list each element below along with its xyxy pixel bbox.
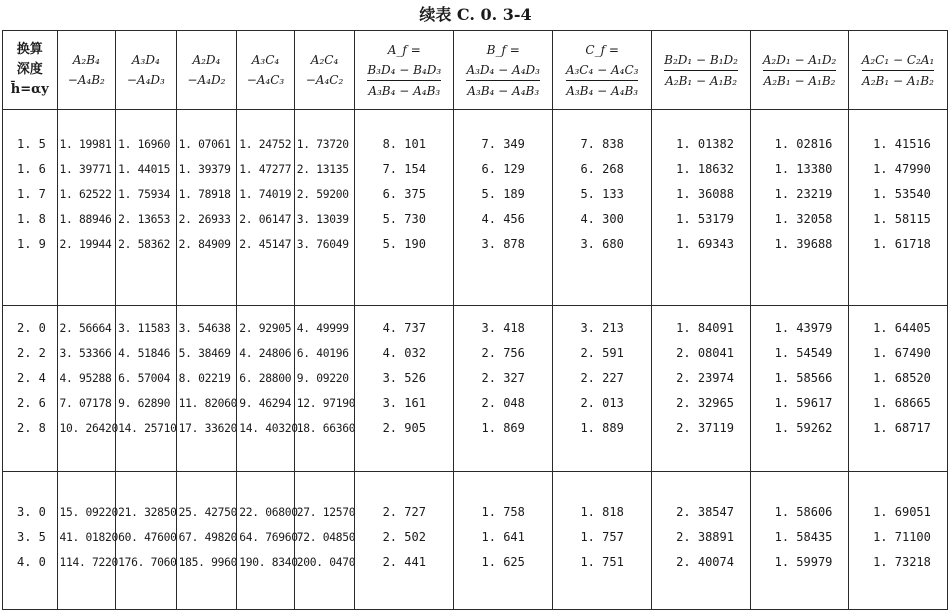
value-list: 27. 12570 72. 04850 200. 0470 [296,506,356,569]
header-depth-line-1: 换算 [16,42,43,57]
header-ratio-c [848,31,947,110]
value-cell [237,110,295,306]
header-a2c4-top: A₂C₄ [310,53,339,67]
header-a2d4-bottom: −A₄D₂ [187,73,226,87]
coefficient-table [2,30,948,610]
value-cell [751,110,849,306]
header-ratio-ad-numerator: A₂D₁ − A₁D₂ [763,50,837,71]
value-list: 1. 64405 1. 67490 1. 68520 1. 68665 1. 68717 [873,321,931,435]
depth-cell [3,472,58,610]
value-cell [652,306,751,472]
value-cell [553,110,652,306]
header-depth-line-2: 深度 [16,62,43,77]
table-body [3,110,948,610]
value-cell [57,306,119,472]
value-list: 21. 32850 60. 47600 176. 7060 [118,506,177,569]
header-ratio-d-numerator: B₂D₁ − B₁D₂ [664,50,738,71]
value-list: 7. 838 6. 268 5. 133 4. 300 3. 680 [580,137,624,251]
table-row-group [3,472,948,610]
value-list: 8. 101 7. 154 6. 375 5. 730 5. 190 [382,137,426,251]
header-bf-numerator: A₃D₄ − A₄D₃ [466,60,540,81]
value-list: 2. 38547 2. 38891 2. 40074 [676,505,734,569]
table-row-group [3,306,948,472]
header-a3c4-bottom: −A₄C₃ [246,73,285,87]
header-af-numerator: B₃D₄ − B₄D₃ [367,60,441,81]
depth-values: 3. 0 3. 5 4. 0 [17,505,46,569]
header-af-denominator: A₃B₄ − A₄B₃ [368,83,441,98]
value-cell [116,472,177,610]
header-ratio-d-denominator: A₂B₁ − A₁B₂ [665,73,738,88]
value-cell [848,306,947,472]
header-bf-lead: B_f = [486,42,520,57]
header-a3c4-top: A₃C₄ [251,53,280,67]
value-cell [553,472,652,610]
value-list: 15. 09220 41. 01820 114. 7220 [59,506,119,569]
value-cell [652,472,751,610]
value-cell [355,306,454,472]
header-cf-numerator: A₃C₄ − A₄C₃ [566,60,639,81]
value-list: 4. 737 4. 032 3. 526 3. 161 2. 905 [382,321,426,435]
value-cell [176,472,237,610]
header-a3d4-bottom: −A₄D₃ [126,73,165,87]
header-a2b4-bottom: −A₄B₂ [67,73,105,87]
header-af [355,31,454,110]
value-list: 1. 16960 1. 44015 1. 75934 2. 13653 2. 58362 [118,138,171,251]
value-list: 1. 02816 1. 13380 1. 23219 1. 32058 1. 39688 [774,137,833,251]
value-list: 1. 818 1. 757 1. 751 [580,505,624,569]
value-cell [57,110,116,306]
value-cell [294,306,355,472]
value-cell [652,110,751,306]
header-ratio-d [652,31,751,110]
header-bf [454,31,553,110]
value-cell [237,472,298,610]
value-cell [176,110,237,306]
header-a3d4-top: A₃D₄ [131,53,160,67]
header-a3c4 [237,31,295,110]
header-cf-lead: C_f = [585,42,619,57]
value-list: 1. 19981 1. 39771 1. 62522 1. 88946 2. 19944 [59,138,112,251]
header-depth-line-3: h̄=αy [10,82,49,97]
value-cell [237,306,298,472]
value-list: 1. 58606 1. 58435 1. 59979 [774,505,833,569]
header-a2c4 [294,31,355,110]
value-list: 22. 06800 64. 76960 190. 8340 [239,506,298,569]
value-cell [116,110,177,306]
depth-cell [3,306,58,472]
value-list: 1. 24752 1. 47277 1. 74019 2. 06147 2. 45147 [239,138,292,251]
value-list: 4. 49999 6. 40196 9. 09220 12. 97190 18. 66360 [296,322,356,435]
header-ratio-c-denominator: A₂B₁ − A₁B₂ [862,73,934,88]
table-row-group [3,110,948,306]
value-list: 1. 01382 1. 18632 1. 36088 1. 53179 1. 69343 [676,137,734,251]
value-list: 1. 758 1. 641 1. 625 [481,505,525,569]
value-list: 3. 54638 5. 38469 8. 02219 11. 82060 17. 33620 [178,322,238,435]
value-cell [454,110,553,306]
value-cell [751,472,849,610]
value-cell [848,472,947,610]
header-row [3,31,948,110]
header-a2d4-top: A₂D₄ [192,53,221,67]
depth-cell [3,110,58,306]
value-list: 2. 727 2. 502 2. 441 [382,505,426,569]
value-list: 1. 41516 1. 47990 1. 53540 1. 58115 1. 61718 [873,137,931,251]
value-list: 1. 07061 1. 39379 1. 78918 2. 26933 2. 84909 [178,138,231,251]
value-list: 3. 11583 4. 51846 6. 57004 9. 62890 14. 25710 [118,322,177,435]
value-list: 1. 43979 1. 54549 1. 58566 1. 59617 1. 59262 [774,321,833,435]
depth-values: 1. 5 1. 6 1. 7 1. 8 1. 9 [17,137,46,251]
header-ratio-ad [751,31,849,110]
header-a2d4 [176,31,237,110]
header-bf-denominator: A₃B₄ − A₄B₃ [467,83,540,98]
value-cell [553,306,652,472]
value-cell [454,472,553,610]
header-a2c4-bottom: −A₄C₂ [305,73,344,87]
value-list: 1. 84091 2. 08041 2. 23974 2. 32965 2. 37119 [676,321,734,435]
header-af-lead: A_f = [387,42,421,57]
value-list: 7. 349 6. 129 5. 189 4. 456 3. 878 [481,137,525,251]
value-cell [294,472,355,610]
value-cell [454,306,553,472]
value-list: 2. 56664 3. 53366 4. 95288 7. 07178 10. 26420 [59,322,119,435]
value-list: 1. 69051 1. 71100 1. 73218 [873,505,931,569]
value-list: 3. 213 2. 591 2. 227 2. 013 1. 889 [580,321,624,435]
header-a3d4 [116,31,177,110]
header-depth [3,31,58,110]
value-list: 25. 42750 67. 49820 185. 9960 [178,506,238,569]
table-title: 续表 C. 0. 3-4 [419,5,532,24]
value-list: 1. 73720 2. 13135 2. 59200 3. 13039 3. 76049 [296,138,349,251]
value-cell [751,306,849,472]
value-list: 2. 92905 4. 24806 6. 28800 9. 46294 14. 40320 [239,322,298,435]
value-list: 3. 418 2. 756 2. 327 2. 048 1. 869 [481,321,525,435]
header-cf [553,31,652,110]
header-ratio-c-numerator: A₂C₁ − C₂A₁ [862,50,935,71]
value-cell [57,472,119,610]
header-cf-denominator: A₃B₄ − A₄B₃ [566,83,639,98]
value-cell [294,110,355,306]
value-cell [848,110,947,306]
header-a2b4-top: A₂B₄ [72,53,100,67]
value-cell [116,306,177,472]
value-cell [355,110,454,306]
header-ratio-ad-denominator: A₂B₁ − A₁B₂ [763,73,836,88]
depth-values: 2. 0 2. 2 2. 4 2. 6 2. 8 [17,321,46,435]
header-a2b4 [57,31,116,110]
value-cell [355,472,454,610]
value-cell [176,306,237,472]
